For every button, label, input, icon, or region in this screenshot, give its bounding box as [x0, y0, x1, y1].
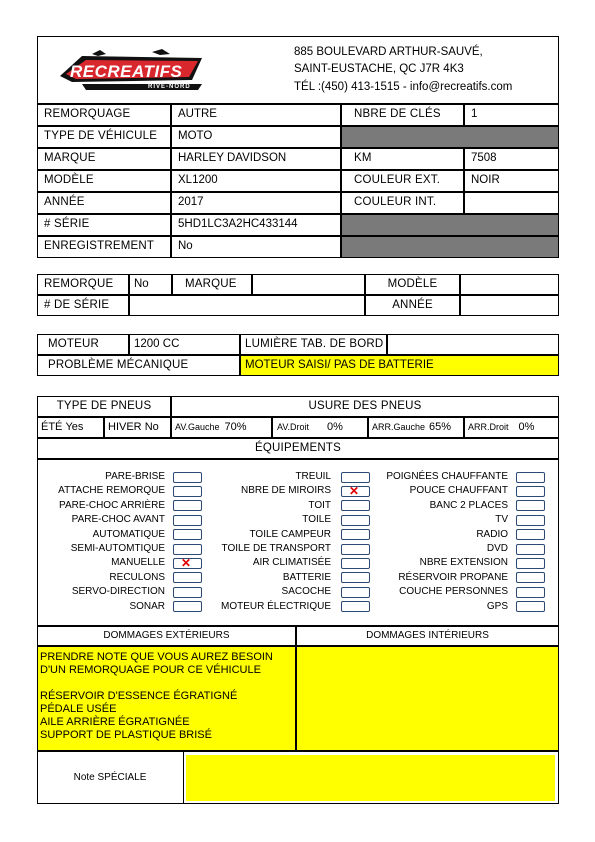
equipment-label: TREUIL	[295, 471, 331, 482]
ete-value[interactable]: Yes	[65, 421, 84, 433]
modele-label: MODÈLE	[37, 170, 171, 192]
annee-field[interactable]: 2017	[171, 192, 341, 214]
trailer-annee-field[interactable]	[460, 295, 559, 316]
equipment-checkbox[interactable]	[173, 500, 202, 511]
ext-damage-line: AILE ARRIÈRE ÉGRATIGNÉE	[40, 716, 190, 728]
address-line-2: SAINT-EUSTACHE, QC J7R 4K3	[294, 63, 464, 75]
moteur-field[interactable]: 1200 CC	[129, 334, 240, 355]
equipment-checkbox[interactable]	[173, 529, 202, 540]
ext-damage-line: PÉDALE USÉE	[40, 703, 117, 715]
equipment-label: RÉSERVOIR PROPANE	[398, 571, 508, 583]
equipment-label: RADIO	[476, 528, 508, 540]
tire-av-droit-cell	[272, 417, 368, 438]
ext-damages-field[interactable]	[37, 646, 296, 751]
company-logo	[52, 46, 212, 94]
modele-field[interactable]: XL1200	[171, 170, 341, 192]
equipment-checkbox[interactable]	[341, 558, 370, 569]
equipment-label: NBRE EXTENSION	[419, 557, 508, 569]
equipment-label: COUCHE PERSONNES	[399, 586, 508, 598]
ext-damage-line: RÉSERVOIR D'ESSENCE ÉGRATIGNÉ	[40, 690, 238, 702]
ete-label: ÉTÉ	[41, 421, 63, 433]
equipment-label: TOILE DE TRANSPORT	[221, 543, 331, 554]
enregistrement-field[interactable]: No	[171, 236, 341, 258]
trailer-modele-field[interactable]	[460, 274, 559, 295]
equipment-checkbox[interactable]	[173, 587, 202, 598]
equipment-checkbox[interactable]	[516, 486, 545, 497]
int-damages-header: DOMMAGES INTÉRIEURS	[296, 626, 559, 646]
check-mark-icon: ✕	[181, 556, 192, 571]
probleme-field[interactable]: MOTEUR SAISI/ PAS DE BATTERIE	[240, 355, 559, 376]
km-field[interactable]: 7508	[464, 148, 559, 170]
gray-filler-2	[341, 214, 559, 236]
arr-gauche-label: ARR.Gauche	[372, 422, 426, 432]
trailer-modele-label: MODÈLE	[365, 274, 460, 295]
trailer-serie-label: # DE SÉRIE	[37, 295, 129, 316]
note-label: Note SPÉCIALE	[37, 751, 184, 804]
address-line-1: 885 BOULEVARD ARTHUR-SAUVÉ,	[294, 46, 483, 58]
tire-wear-header: USURE DES PNEUS	[171, 396, 559, 417]
equipment-checkbox[interactable]	[516, 472, 545, 483]
equipment-checkbox[interactable]	[516, 500, 545, 511]
tire-hiver-cell	[104, 417, 171, 438]
contact-line: TÉL :(450) 413-1515 - info@recreatifs.com	[294, 81, 513, 93]
hiver-label: HIVER	[108, 421, 142, 433]
equipment-label: SERVO-DIRECTION	[71, 586, 165, 598]
tire-arr-droit-cell	[464, 417, 559, 438]
check-mark-icon: ✕	[349, 484, 360, 499]
serie-field[interactable]: 5HD1LC3A2HC433144	[171, 214, 341, 236]
logo-text: RECREATIFS	[70, 62, 183, 81]
ext-damages-text	[40, 651, 273, 742]
equipment-checkbox[interactable]	[516, 601, 545, 612]
type-vehicule-field[interactable]: MOTO	[171, 126, 341, 148]
equipment-checkbox[interactable]	[516, 587, 545, 598]
equipment-label: TV	[495, 514, 508, 526]
equipment-checkbox[interactable]	[341, 472, 370, 483]
remorquage-field[interactable]: AUTRE	[171, 104, 341, 126]
cles-label: NBRE DE CLÉS	[341, 104, 464, 126]
equipment-label: PARE-CHOC ARRIÈRE	[59, 499, 165, 511]
ext-damage-line	[40, 677, 273, 690]
probleme-label: PROBLÈME MÉCANIQUE	[37, 355, 240, 376]
enregistrement-label: ENREGISTREMENT	[37, 236, 171, 258]
ext-damage-line: D'UN REMORQUAGE POUR CE VÉHICULE	[40, 664, 261, 676]
equipment-label: TOILE	[302, 514, 331, 526]
av-gauche-label: AV.Gauche	[175, 422, 220, 432]
equipment-checkbox[interactable]	[516, 544, 545, 555]
equipment-checkbox[interactable]	[341, 572, 370, 583]
equipment-checkbox[interactable]	[516, 515, 545, 526]
equipment-label: NBRE DE MIROIRS	[240, 485, 331, 497]
serie-label: # SÉRIE	[37, 214, 171, 236]
equipment-checkbox[interactable]	[341, 515, 370, 526]
note-field[interactable]	[186, 755, 555, 801]
couleur-int-field[interactable]	[464, 192, 559, 214]
ext-damage-line: PRENDRE NOTE QUE VOUS AUREZ BESOIN	[40, 651, 273, 663]
cles-field[interactable]: 1	[464, 104, 559, 126]
equipment-checkbox[interactable]	[173, 486, 202, 497]
tire-arr-gauche-cell	[368, 417, 464, 438]
equipment-label: PARE-CHOC AVANT	[71, 514, 165, 526]
couleur-int-label: COULEUR INT.	[341, 192, 464, 214]
equipment-label: TOIT	[308, 499, 331, 511]
couleur-ext-field[interactable]: NOIR	[464, 170, 559, 192]
av-droit-label: AV.Droit	[277, 422, 310, 432]
equipment-label: TOILE CAMPEUR	[249, 528, 331, 540]
trailer-serie-field[interactable]	[129, 295, 365, 316]
ext-damage-line: SUPPORT DE PLASTIQUE BRISÉ	[40, 729, 212, 741]
av-droit-value[interactable]: 0%	[327, 421, 343, 433]
equipment-checkbox[interactable]	[173, 515, 202, 526]
marque-label: MARQUE	[37, 148, 171, 170]
arr-droit-label: ARR.Droit	[468, 422, 509, 432]
equipment-checkbox[interactable]	[173, 544, 202, 555]
equipment-label: DVD	[486, 543, 508, 554]
equipment-label: SACOCHE	[281, 586, 331, 598]
equipment-checkbox[interactable]	[341, 500, 370, 511]
km-label: KM	[341, 148, 464, 170]
trailer-marque-label: MARQUE	[172, 274, 252, 295]
lumiere-field[interactable]	[387, 334, 559, 355]
ext-damages-header: DOMMAGES EXTÉRIEURS	[37, 626, 296, 646]
trailer-annee-label: ANNÉE	[365, 295, 460, 316]
int-damages-field[interactable]	[296, 646, 559, 751]
gray-filler-1	[341, 126, 559, 148]
equipment-checkbox[interactable]	[173, 572, 202, 583]
equipment-checkbox[interactable]	[516, 529, 545, 540]
tire-type-header: TYPE DE PNEUS	[37, 396, 171, 417]
equipment-checkbox[interactable]	[173, 601, 202, 612]
equipment-label: PARE-BRISE	[105, 471, 165, 482]
remorque-field[interactable]: No	[129, 274, 172, 295]
equipment-label: SONAR	[129, 600, 165, 612]
type-vehicule-label: TYPE DE VÉHICULE	[37, 126, 171, 148]
logo-subtext: RIVE-NORD	[148, 84, 191, 90]
equipment-checkbox[interactable]	[341, 601, 370, 612]
marque-field[interactable]: HARLEY DAVIDSON	[171, 148, 341, 170]
equipment-checkbox[interactable]	[341, 587, 370, 598]
equipment-checkbox[interactable]	[516, 572, 545, 583]
equipment-checkbox[interactable]	[173, 472, 202, 483]
equipment-label: AIR CLIMATISÉE	[252, 557, 331, 569]
equipment-label: AUTOMATIQUE	[92, 528, 165, 540]
equipment-label: RECULONS	[109, 571, 165, 583]
tire-av-gauche-cell	[171, 417, 272, 438]
equipment-label: POUCE CHAUFFANT	[409, 485, 508, 497]
equipment-label: ATTACHE REMORQUE	[58, 485, 165, 497]
equipment-checkbox[interactable]	[516, 558, 545, 569]
equipment-header: ÉQUIPEMENTS	[37, 438, 559, 460]
remorquage-label: REMORQUAGE	[37, 104, 171, 126]
equipment-label: MOTEUR ÉLECTRIQUE	[220, 600, 331, 612]
equipment-checkbox[interactable]	[341, 544, 370, 555]
arr-gauche-value[interactable]: 65%	[429, 421, 452, 433]
equipment-label: GPS	[486, 600, 508, 612]
equipment-label: POIGNÉES CHAUFFANTE	[386, 471, 508, 482]
equipment-label: BATTERIE	[282, 571, 331, 583]
gray-filler-3	[341, 236, 559, 258]
equipment-label: BANC 2 PLACES	[429, 499, 508, 511]
couleur-ext-label: COULEUR EXT.	[341, 170, 464, 192]
moteur-label: MOTEUR	[37, 334, 129, 355]
remorque-label: REMORQUE	[37, 274, 129, 295]
tire-ete-cell	[37, 417, 104, 438]
trailer-marque-field[interactable]	[252, 274, 365, 295]
annee-label: ANNÉE	[37, 192, 171, 214]
lumiere-label: LUMIÈRE TAB. DE BORD	[240, 334, 387, 355]
equipment-label: MANUELLE	[111, 557, 165, 569]
equipment-label: SEMI-AUTOMTIQUE	[70, 543, 165, 554]
hiver-value[interactable]: No	[144, 421, 159, 433]
equipment-checkbox[interactable]	[341, 529, 370, 540]
arr-droit-value[interactable]: 0%	[518, 421, 535, 433]
av-gauche-value[interactable]: 70%	[224, 421, 247, 433]
